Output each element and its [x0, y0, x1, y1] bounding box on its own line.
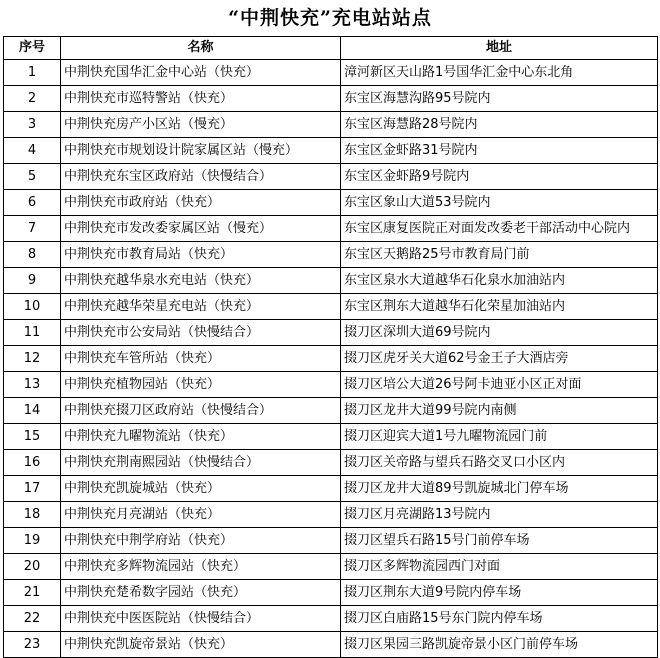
station-address: 掇刀区龙井大道99号院内南侧 [341, 398, 658, 424]
station-name: 中荆快充车管所站（快充） [61, 346, 341, 372]
station-address: 掇刀区望兵石路15号门前停车场 [341, 528, 658, 554]
row-number: 16 [4, 450, 61, 476]
station-address: 掇刀区虎牙关大道62号金王子大酒店旁 [341, 346, 658, 372]
station-address: 掇刀区月亮湖路13号院内 [341, 502, 658, 528]
table-row [4, 502, 658, 528]
row-number: 14 [4, 398, 61, 424]
station-name: 中荆快充市发改委家属区站（慢充） [61, 216, 341, 242]
station-name: 中荆快充掇刀区政府站（快慢结合） [61, 398, 341, 424]
table-row [4, 528, 658, 554]
row-number: 19 [4, 528, 61, 554]
row-number: 7 [4, 216, 61, 242]
table-row [4, 580, 658, 606]
station-name: 中荆快充多辉物流园站（快充） [61, 554, 341, 580]
row-number: 2 [4, 86, 61, 112]
row-number: 9 [4, 268, 61, 294]
table-header-row [4, 37, 658, 60]
row-number: 8 [4, 242, 61, 268]
header-address: 地址 [341, 37, 658, 60]
table-row [4, 424, 658, 450]
page-title: “中荆快充”充电站站点 [228, 7, 432, 29]
row-number: 17 [4, 476, 61, 502]
station-address: 掇刀区关帝路与望兵石路交叉口小区内 [341, 450, 658, 476]
station-name: 中荆快充市巡特警站（快充） [61, 86, 341, 112]
table-row [4, 632, 658, 658]
table-body [4, 60, 658, 658]
table-row [4, 164, 658, 190]
station-name: 中荆快充东宝区政府站（快慢结合） [61, 164, 341, 190]
station-name: 中荆快充市公安局站（快慢结合） [61, 320, 341, 346]
station-name: 中荆快充植物园站（快充） [61, 372, 341, 398]
station-name: 中荆快充中荆学府站（快充） [61, 528, 341, 554]
row-number: 5 [4, 164, 61, 190]
station-name: 中荆快充越华荣星充电站（快充） [61, 294, 341, 320]
table-row [4, 294, 658, 320]
row-number: 3 [4, 112, 61, 138]
table-row [4, 476, 658, 502]
table-row [4, 450, 658, 476]
station-address: 东宝区泉水大道越华石化泉水加油站内 [341, 268, 658, 294]
table-row [4, 320, 658, 346]
station-address: 掇刀区荆东大道9号院内停车场 [341, 580, 658, 606]
table-row [4, 372, 658, 398]
station-name: 中荆快充九曜物流站（快充） [61, 424, 341, 450]
station-name: 中荆快充楚希数字园站（快充） [61, 580, 341, 606]
charging-station-table [3, 36, 658, 658]
station-address: 东宝区金虾路31号院内 [341, 138, 658, 164]
header-no: 序号 [4, 37, 61, 60]
station-name: 中荆快充房产小区站（慢充） [61, 112, 341, 138]
station-address: 掇刀区迎宾大道1号九曜物流园门前 [341, 424, 658, 450]
station-address: 东宝区象山大道53号院内 [341, 190, 658, 216]
row-number: 18 [4, 502, 61, 528]
table-row [4, 398, 658, 424]
station-address: 东宝区海慧沟路95号院内 [341, 86, 658, 112]
row-number: 22 [4, 606, 61, 632]
row-number: 13 [4, 372, 61, 398]
row-number: 21 [4, 580, 61, 606]
station-address: 东宝区康复医院正对面发改委老干部活动中心院内 [341, 216, 658, 242]
station-name: 中荆快充市政府站（快充） [61, 190, 341, 216]
station-name: 中荆快充市规划设计院家属区站（慢充） [61, 138, 341, 164]
row-number: 1 [4, 60, 61, 86]
table-row [4, 554, 658, 580]
row-number: 4 [4, 138, 61, 164]
station-address: 东宝区荆东大道越华石化荣星加油站内 [341, 294, 658, 320]
station-address: 东宝区天鹅路25号市教育局门前 [341, 242, 658, 268]
table-row [4, 60, 658, 86]
row-number: 15 [4, 424, 61, 450]
row-number: 6 [4, 190, 61, 216]
row-number: 12 [4, 346, 61, 372]
row-number: 11 [4, 320, 61, 346]
station-address: 掇刀区培公大道26号阿卡迪亚小区正对面 [341, 372, 658, 398]
row-number: 20 [4, 554, 61, 580]
station-name: 中荆快充凯旋城站（快充） [61, 476, 341, 502]
table-row [4, 216, 658, 242]
station-name: 中荆快充月亮湖站（快充） [61, 502, 341, 528]
table-row [4, 190, 658, 216]
station-address: 掇刀区深圳大道69号院内 [341, 320, 658, 346]
row-number: 10 [4, 294, 61, 320]
header-name: 名称 [61, 37, 341, 60]
table-row [4, 268, 658, 294]
station-address: 漳河新区天山路1号国华汇金中心东北角 [341, 60, 658, 86]
station-name: 中荆快充凯旋帝景站（快充） [61, 632, 341, 658]
station-name: 中荆快充荆南熙园站（快慢结合） [61, 450, 341, 476]
station-address: 东宝区海慧路28号院内 [341, 112, 658, 138]
station-address: 掇刀区果园三路凯旋帝景小区门前停车场 [341, 632, 658, 658]
station-name: 中荆快充市教育局站（快充） [61, 242, 341, 268]
station-address: 东宝区金虾路9号院内 [341, 164, 658, 190]
row-number: 23 [4, 632, 61, 658]
station-name: 中荆快充国华汇金中心站（快充） [61, 60, 341, 86]
table-row [4, 242, 658, 268]
station-address: 掇刀区多辉物流园西门对面 [341, 554, 658, 580]
station-address: 掇刀区龙井大道89号凯旋城北门停车场 [341, 476, 658, 502]
station-name: 中荆快充中医医院站（快慢结合） [61, 606, 341, 632]
table-row [4, 138, 658, 164]
table-row [4, 606, 658, 632]
table-row [4, 86, 658, 112]
table-row [4, 346, 658, 372]
table-row [4, 112, 658, 138]
station-address: 掇刀区白庙路15号东门院内停车场 [341, 606, 658, 632]
station-name: 中荆快充越华泉水充电站（快充） [61, 268, 341, 294]
